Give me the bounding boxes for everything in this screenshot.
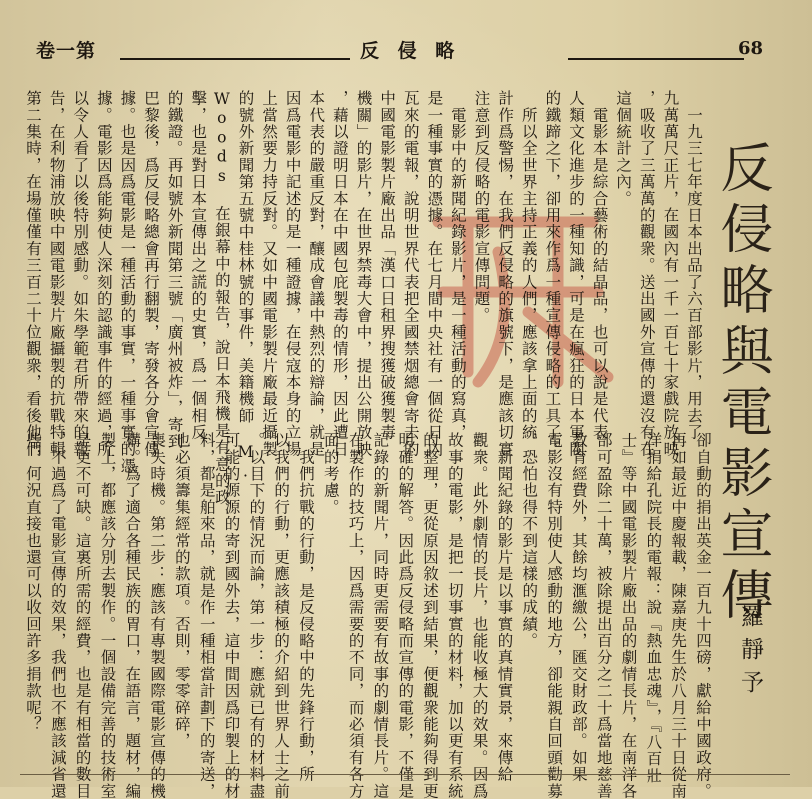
text-column: 據。也是因爲電影是一種活動的事實，一種事實的憑 — [118, 90, 137, 475]
header-volume-label: 卷一第 — [36, 40, 97, 62]
text-column: 製上，都應該分別去製作。一個設備完善的技術室 — [98, 432, 117, 799]
text-column: 教育經費外，其餘均滙繳公，匯交財政部。如果 — [569, 432, 588, 783]
text-column: 是更不可缺。這裏所需的經費，也是有相當的數目 — [73, 432, 92, 799]
text-column: 的整理，更從原因敘述到結果，便觀衆能夠得到更 — [421, 432, 440, 799]
text-column: Woods 在銀幕中的報告，說日本飛機是有意的政 — [212, 90, 231, 506]
text-column: 記錄的新聞片，同時更需要有故事的劇情長片。這 — [371, 432, 390, 799]
text-column: 上當然要力持反對。又如中國電影製片廠最近攝製 — [260, 90, 279, 458]
text-column: 因爲電影中記述的是一種證據，在侵寇本身的立場 — [283, 90, 302, 458]
text-column: 可能的源源的寄到國外去，這中間因爲印製上的材 — [222, 432, 241, 799]
text-column: 電影本是綜合藝術的結晶品，也可以說是代表 — [590, 90, 609, 441]
text-column: 士』等中國電影製片廠出品的劇情長片，在南洋各 — [619, 432, 638, 799]
text-column: 電影沒有特別使人感動的地方，卻能親自回頭勸募 — [545, 432, 564, 799]
text-column: 新聞紀錄的影片是以事實的真情實景，來傳給 — [495, 432, 514, 783]
text-column: 瓦來的電報，說明世界代表把全國禁烟總會寄去的 — [401, 90, 420, 458]
text-column: 據。電影因爲能夠使人深刻的認識事件的經過，所 — [94, 90, 113, 458]
bottom-edge-rule — [20, 774, 790, 775]
text-column: 洋捐給孔院長的電報：說『熱血忠魂』，『八百壯 — [644, 432, 663, 784]
text-column: 本代表的嚴重反對，釀成會議中熱烈的辯論，就是 — [307, 90, 326, 458]
text-column: 我們抗戰的行動，是反侵略中的先鋒行動，所 — [296, 432, 315, 783]
text-column: 以令人看了以後特別感動。如朱學範君所帶來的報 — [71, 90, 90, 458]
header-rule-left — [120, 58, 350, 60]
text-column: 喪失時機。第二步：應該有專製國際電影宣傳的機 — [148, 432, 167, 799]
text-column: 的鐵證。再如號外新聞第三號「廣州被炸」，寄到 — [165, 90, 184, 450]
text-column: 再如最近中慶報載，陳嘉庚先生於八月三十日從南 — [669, 432, 688, 799]
text-column: 人類文化進步的一種知識，可是在瘋狂的日本軍閥 — [566, 90, 585, 458]
text-column: 中國電影製片廠出品「漢口日租界搜獲破獲製毒 — [378, 90, 397, 441]
text-column: 計作爲警惕，在我們反侵略的旗號下，是應該切實 — [496, 90, 515, 458]
text-column: ，吸收了三萬萬的觀衆。送出國外宣傳的還沒有在 — [637, 90, 656, 458]
text-column: 面的考慮。 — [321, 432, 340, 516]
text-column: ，恐怕也得不到這樣的成績。 — [520, 432, 539, 650]
text-column: 第二集時，在場僅僅有三百二十位觀衆，看後他們 — [24, 90, 42, 458]
text-column: 電影中的新聞紀錄影片，是一種活動的寫真， — [448, 90, 467, 441]
text-column: ，藉以證明日本在中國包庇製毒的情形，因此遭日 — [330, 90, 349, 458]
text-column: 九萬萬尺正片，在國內有一千一百七十家戲院放映 — [661, 90, 680, 458]
text-column: 在製作的技巧上，因爲需要的不同，而必須有各方 — [346, 432, 365, 799]
running-header — [20, 36, 780, 66]
text-column: 些，何況直接也還可以收回許多捐款呢？ — [24, 432, 42, 733]
text-column: 一九三七年度日本出品了六百部影片，用去了 — [685, 90, 703, 441]
text-column: 故事的電影，是把一切事實的材料，加以更有系統 — [445, 432, 464, 799]
text-column: 也必須籌集經常的款項。否則，零零碎碎， — [172, 432, 191, 750]
article-author: 羅靜予 — [737, 604, 763, 703]
text-column: 告，在利物浦放映中國電影製片廠攝製的抗戰特輯 — [47, 90, 66, 458]
text-column: 料，都是舶來品，就是作一種相當計劃下的寄送， — [197, 432, 216, 799]
text-column: 部可盈除二十萬，被除提出百分之二十爲當地慈善 — [594, 432, 613, 799]
text-column: 觀衆。此外劇情的長片，也能收極大的效果。因爲 — [470, 432, 489, 799]
text-column: ，不過爲了電影宣傳的效果，我們也不應該減省還 — [48, 432, 67, 799]
text-column: 卻自動的捐出英金一百九十四磅，獻給中國政府。 — [694, 432, 712, 799]
header-journal-name: 反 侵 略 — [360, 40, 461, 62]
text-column: 這個統計之內。 — [614, 90, 633, 207]
text-column: 的鐵蹄之下，卻用來作爲一種宣傳侵略的工具了。 — [543, 90, 562, 458]
header-rule-right — [568, 58, 744, 60]
text-column: 以我們的行動，更應該積極的介紹到世界人士之前 — [272, 432, 291, 799]
text-column: 擊，也是對日本宣傳出之謊的史實，爲一個相反 — [189, 90, 208, 441]
text-column: 。以目下的情況而論，第一步：應就已有的材料盡 — [247, 432, 266, 799]
page-number: 68 — [738, 38, 764, 59]
text-column: 所以全世界主持正義的人們，應該拿上面的統 — [519, 90, 538, 441]
text-column: 的號外新聞第五號中桂林號的事件，美籍機師 M. — [236, 90, 255, 482]
text-column: 明確的解答。因此爲反侵略而宣傳的電影，不僅是 — [396, 432, 415, 799]
text-column: 巴黎後，爲反侵略總會再行翻製，寄發各分會宣傳 — [142, 90, 161, 458]
article-title: 反侵略與電影宣傳 — [712, 140, 773, 628]
text-column: 機關」的影片，在世界禁毒大會中，提出公開放映 — [354, 90, 373, 458]
text-column: 是一種事實的憑據。在七月間中央社有一個從日內 — [425, 90, 444, 458]
text-column: 注意到反侵略的電影宣傳問題。 — [472, 90, 491, 324]
text-column: 構。爲了適合各種民族的胃口，在語言，題材，編 — [123, 432, 142, 799]
